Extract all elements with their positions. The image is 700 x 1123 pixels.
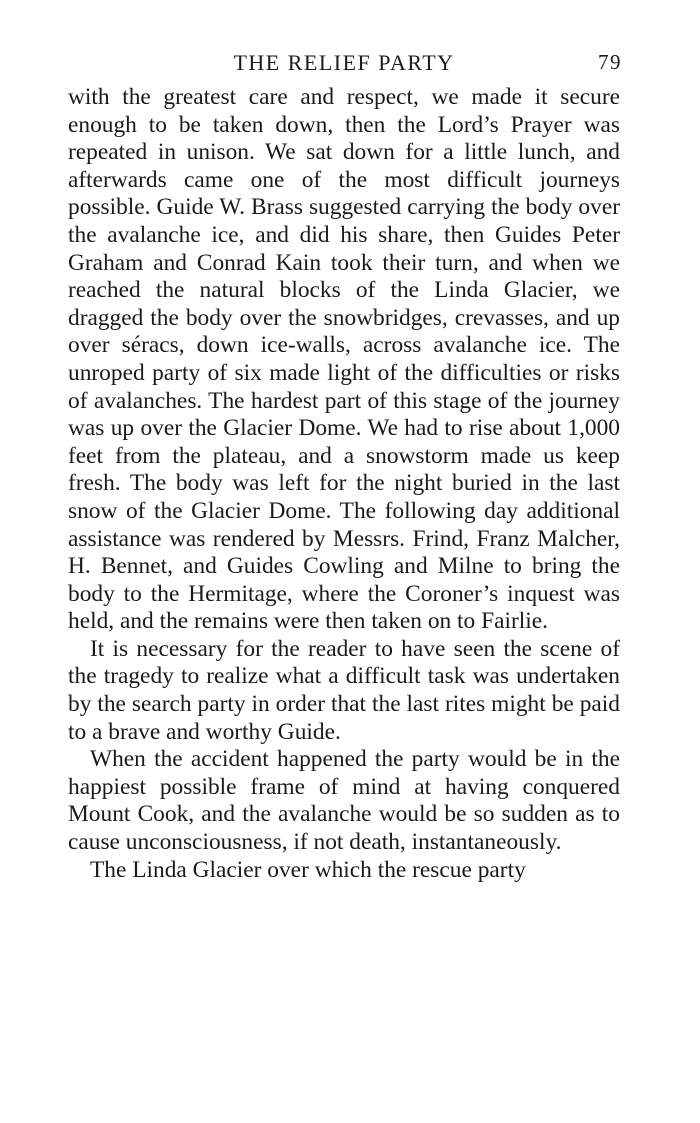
running-title: THE RELIEF PARTY	[233, 50, 455, 75]
body-text	[68, 84, 620, 884]
paragraph-continued: with the greatest care and respect, we made it secure enough to be taken down, then the Lord’s Prayer was repeated in unison. We sat down for a little lunch, and afterwards came one of the most difficult journeys possible. Guide W. Brass suggested carrying the body over the avalanche ice, and did his share, then Guides Peter Graham and Conrad Kain took their turn, and when we reached the natural blocks of the Linda Glacier, we dragged the body over the snowbridges, crevasses, and up over séracs, down ice-walls, across avalanche ice. The unroped party of six made light of the difficulties or risks of avalanches. The hardest part of this stage of the journey was up over the Glacier Dome. We had to rise about 1,000 feet from the plateau, and a snowstorm made us keep fresh. The body was left for the night buried in the last snow of the Glacier Dome. The following day additional assistance was rendered by Messrs. Frind, Franz Malcher, H. Bennet, and Guides Cowling and Milne to bring the body to the Hermitage, where the Coroner’s inquest was held, and the remains were then taken on to Fairlie.	[68, 84, 620, 635]
book-page	[68, 46, 620, 884]
paragraph: When the accident happened the party would be in the happiest possible frame of mind at having conquered Mount Cook, and the avalanche would be so sudden as to cause unconsciousness, if not death, instantaneously.	[68, 746, 620, 856]
paragraph: It is necessary for the reader to have seen the scene of the tragedy to realize what a difficult task was undertaken by the search party in order that the last rites might be paid to a brave and worthy Guide.	[68, 635, 620, 745]
running-header	[68, 46, 620, 76]
paragraph-continues: The Linda Glacier over which the rescue party	[90, 856, 526, 883]
page-number: 79	[598, 50, 622, 74]
